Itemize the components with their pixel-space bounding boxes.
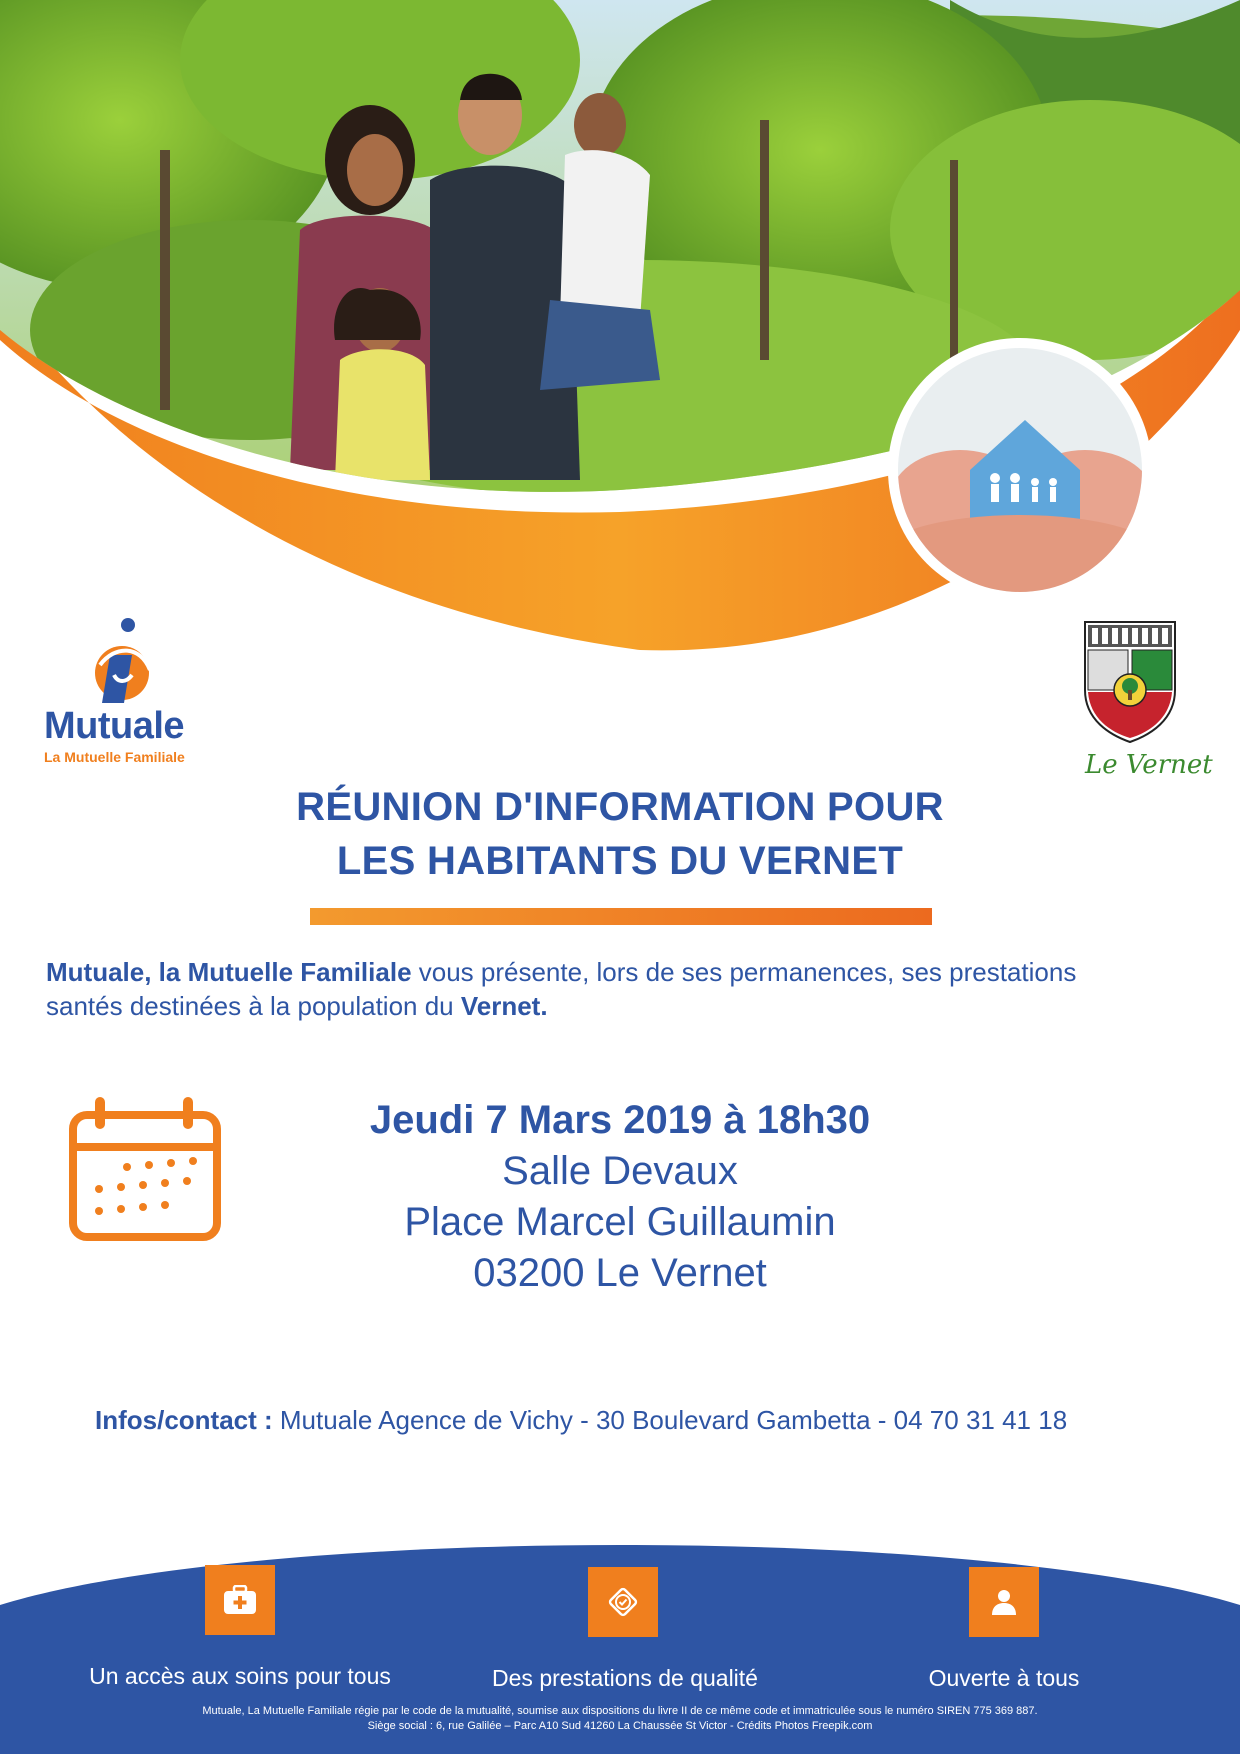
feature-label-1: Un accès aux soins pour tous xyxy=(89,1663,391,1689)
intro-text-2: santés destinées à la population du xyxy=(46,991,461,1021)
mutuale-logo xyxy=(40,615,230,765)
mutuale-brand-tagline: La Mutuelle Familiale xyxy=(44,749,185,765)
event-date: Jeudi 7 Mars 2019 à 18h30 xyxy=(369,1098,871,1142)
intro-paragraph xyxy=(46,955,1206,1023)
vernet-town-name: Le Vernet xyxy=(1085,750,1213,780)
feature-label-3: Ouverte à tous xyxy=(928,1665,1080,1691)
feature-icon-box-2 xyxy=(588,1567,658,1637)
page-title xyxy=(170,780,1070,888)
mutuale-brand-name: Mutuale xyxy=(44,705,185,747)
event-street: Place Marcel Guillaumin xyxy=(404,1200,836,1244)
title-underline-bar xyxy=(310,908,932,925)
contact-info xyxy=(95,1405,1225,1436)
legal-notice xyxy=(20,1704,1220,1734)
contact-value: Mutuale Agence de Vichy - 30 Boulevard Gambetta - 04 70 31 41 18 xyxy=(272,1405,1068,1435)
intro-town-name: Vernet. xyxy=(460,991,548,1021)
intro-org-name: Mutuale, la Mutuelle Familiale xyxy=(46,957,412,987)
title-line-1: RÉUNION D'INFORMATION POUR xyxy=(296,785,944,829)
feature-label-2: Des prestations de qualité xyxy=(492,1665,758,1691)
vernet-coat-of-arms-icon xyxy=(1080,620,1180,745)
legal-line-2: Siège social : 6, rue Galilée – Parc A10 Sud 41260 La Chaussée St Victor - Crédits Photos Freepik.com xyxy=(367,1720,873,1732)
legal-line-1: Mutuale, La Mutuelle Familiale régie par le code de la mutualité, soumise aux dispositions du livre II de ce même code et immatriculée sous le numéro SIREN 775 369 887. xyxy=(202,1705,1038,1717)
quality-seal-icon xyxy=(606,1585,640,1619)
intro-text-1: vous présente, lors de ses permanences, ses prestations xyxy=(411,957,1077,987)
event-city: 03200 Le Vernet xyxy=(473,1251,767,1295)
feature-icon-box-3 xyxy=(969,1567,1039,1637)
event-details xyxy=(280,1094,960,1299)
first-aid-kit-icon xyxy=(223,1585,257,1615)
intro-line-2 xyxy=(46,989,1206,1023)
contact-label: Infos/contact : xyxy=(95,1405,273,1435)
person-icon xyxy=(989,1587,1019,1617)
title-line-2: LES HABITANTS DU VERNET xyxy=(336,839,904,883)
hero-graphic xyxy=(0,0,1240,660)
feature-icon-box-1 xyxy=(205,1565,275,1635)
mutuale-person-logo-icon xyxy=(80,615,160,705)
hero-banner xyxy=(0,0,1240,660)
vernet-logo xyxy=(1075,620,1213,790)
intro-line-1 xyxy=(46,955,1206,989)
event-venue: Salle Devaux xyxy=(502,1149,738,1193)
calendar-icon xyxy=(65,1095,225,1245)
